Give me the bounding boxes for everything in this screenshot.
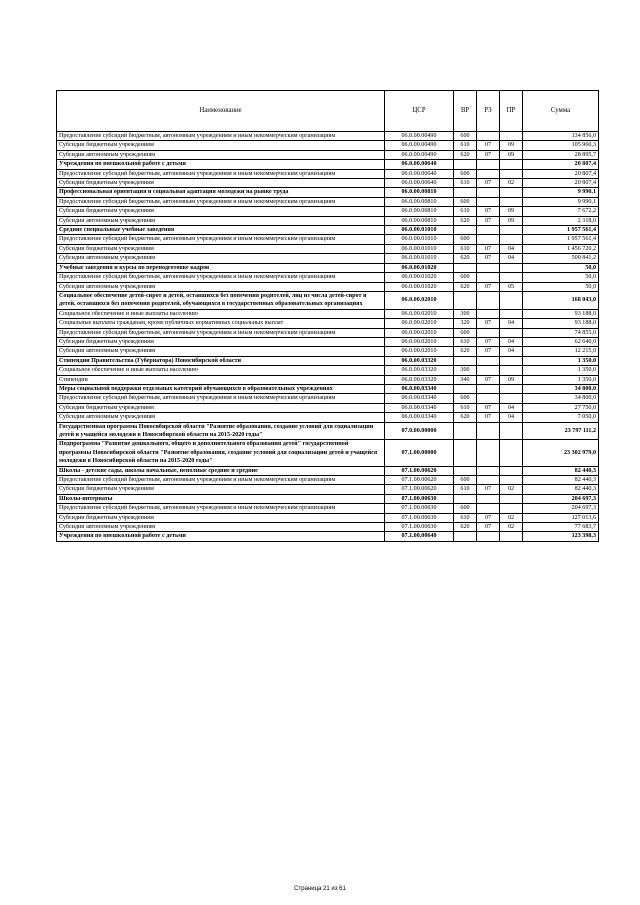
cell-vr [454,188,477,197]
cell-pr [500,394,523,403]
cell-csr: 06.0.00.01010 [385,244,454,253]
cell-pr: 05 [500,282,523,291]
table-row [57,150,599,159]
cell-csr: 06.0.00.02010 [385,347,454,356]
cell-vr [454,532,477,541]
cell-sum: 168 043,0 [523,291,599,309]
cell-pr [500,504,523,513]
cell-name: Субсидии бюджетным учреждениям [57,485,385,494]
cell-name: Предоставление субсидий бюджетным, автономным учреждениям и иным некоммерческим организациям [57,328,385,337]
cell-vr: 600 [454,132,477,141]
cell-pr: 04 [500,254,523,263]
cell-name: Предоставление субсидий бюджетным, автономным учреждениям и иным некоммерческим организациям [57,504,385,513]
cell-pr [500,169,523,178]
cell-pr [500,263,523,272]
cell-rz [477,309,500,318]
cell-sum: 20 807,4 [523,160,599,169]
cell-csr: 07.1.00.00620 [385,476,454,485]
cell-csr: 06.0.00.00810 [385,207,454,216]
cell-csr: 07.1.00.00620 [385,466,454,475]
cell-csr: 06.0.00.00810 [385,188,454,197]
cell-sum: 93 188,0 [523,309,599,318]
cell-rz: 07 [477,282,500,291]
cell-rz: 07 [477,207,500,216]
cell-rz [477,440,500,466]
cell-name: Стипендии Правительства (Губернатора) Новосибирской области [57,356,385,365]
cell-rz [477,169,500,178]
cell-vr [454,263,477,272]
cell-vr: 620 [454,254,477,263]
cell-sum: 1 957 561,4 [523,235,599,244]
table-row [57,254,599,263]
cell-name: Социальное обеспечение детей-сирот и детей, оставшихся без попечения родителей, лиц из числа детей-сирот и детей, оставшихся без попечения родителей, обучающихся в государственных образовательных организациях [57,291,385,309]
table-header [57,91,599,132]
cell-sum: 2 318,0 [523,216,599,225]
table-row [57,179,599,188]
cell-csr: 06.0.00.02010 [385,309,454,318]
table-row [57,141,599,150]
cell-name: Школы - детские сады, школы начальные, неполные средние и средние [57,466,385,475]
cell-vr [454,494,477,503]
cell-csr: 06.0.00.03320 [385,375,454,384]
cell-name: Субсидии бюджетным учреждениям [57,141,385,150]
cell-rz: 07 [477,141,500,150]
table-row [57,356,599,365]
cell-sum: 204 697,3 [523,494,599,503]
table-row [57,375,599,384]
cell-vr: 600 [454,235,477,244]
cell-name: Учебные заведения и курсы по переподготовке кадров [57,263,385,272]
cell-rz [477,532,500,541]
cell-name: Предоставление субсидий бюджетным, автономным учреждениям и иным некоммерческим организациям [57,394,385,403]
cell-csr: 06.0.00.00810 [385,216,454,225]
cell-sum: 1 957 561,4 [523,226,599,235]
table-row [57,394,599,403]
cell-vr: 620 [454,150,477,159]
cell-vr: 610 [454,403,477,412]
cell-rz [477,494,500,503]
cell-vr [454,160,477,169]
cell-vr: 620 [454,347,477,356]
table-row [57,169,599,178]
cell-vr: 610 [454,207,477,216]
cell-pr [500,356,523,365]
cell-sum: 82 440,3 [523,485,599,494]
table-row [57,132,599,141]
cell-vr [454,291,477,309]
cell-pr [500,273,523,282]
cell-vr: 610 [454,141,477,150]
cell-name: Предоставление субсидий бюджетным, автономным учреждениям и иным некоммерческим организациям [57,273,385,282]
table-row [57,273,599,282]
cell-pr: 09 [500,150,523,159]
cell-name: Предоставление субсидий бюджетным, автономным учреждениям и иным некоммерческим организациям [57,132,385,141]
cell-rz [477,476,500,485]
cell-vr [454,226,477,235]
cell-rz [477,504,500,513]
cell-sum: 23 302 979,0 [523,440,599,466]
cell-csr: 06.0.00.02010 [385,337,454,346]
cell-name: Социальное обеспечение и иные выплаты населению [57,366,385,375]
cell-pr: 04 [500,244,523,253]
cell-vr: 600 [454,394,477,403]
cell-sum: 62 640,0 [523,337,599,346]
cell-pr [500,309,523,318]
table-row [57,188,599,197]
cell-vr: 620 [454,282,477,291]
cell-pr [500,366,523,375]
table-row [57,523,599,532]
cell-sum: 34 800,0 [523,384,599,393]
cell-sum: 93 188,0 [523,319,599,328]
cell-csr: 07.1.00.00620 [385,485,454,494]
cell-csr: 06.0.00.03340 [385,403,454,412]
table-row [57,291,599,309]
header-name: Наименование [57,91,385,132]
cell-rz [477,273,500,282]
cell-csr: 07.1.00.00630 [385,513,454,522]
table-row [57,235,599,244]
cell-sum: 7 050,0 [523,413,599,422]
cell-rz [477,394,500,403]
cell-rz: 07 [477,347,500,356]
cell-name: Стипендии [57,375,385,384]
cell-sum: 1 456 720,2 [523,244,599,253]
page-number: Страница 21 из 61 [294,886,346,892]
table-row [57,244,599,253]
cell-sum: 105 960,3 [523,141,599,150]
cell-csr: 06.0.00.02010 [385,291,454,309]
cell-pr [500,476,523,485]
table-row [57,160,599,169]
table-row [57,466,599,475]
table-row [57,226,599,235]
cell-pr: 04 [500,347,523,356]
cell-sum: 34 800,0 [523,394,599,403]
cell-sum: 50,0 [523,263,599,272]
cell-vr: 600 [454,169,477,178]
table-row [57,328,599,337]
cell-vr: 600 [454,273,477,282]
cell-csr: 07.1.00.00630 [385,494,454,503]
cell-sum: 27 750,0 [523,403,599,412]
cell-rz: 07 [477,413,500,422]
cell-rz [477,226,500,235]
header-pr: ПР [500,91,523,132]
cell-vr: 300 [454,366,477,375]
table-row [57,207,599,216]
table-row [57,403,599,412]
cell-rz: 07 [477,337,500,346]
cell-name: Субсидии бюджетным учреждениям [57,337,385,346]
cell-vr [454,356,477,365]
cell-csr: 06.0.00.00810 [385,197,454,206]
cell-pr: 02 [500,179,523,188]
cell-sum: 50,0 [523,282,599,291]
cell-rz: 07 [477,254,500,263]
cell-pr [500,226,523,235]
cell-csr: 07.1.00.00630 [385,523,454,532]
cell-vr [454,440,477,466]
cell-pr [500,291,523,309]
cell-vr: 610 [454,485,477,494]
cell-vr: 300 [454,309,477,318]
cell-pr: 04 [500,319,523,328]
cell-name: Предоставление субсидий бюджетным, автономным учреждениям и иным некоммерческим организациям [57,476,385,485]
cell-vr: 600 [454,328,477,337]
cell-sum: 134 856,0 [523,132,599,141]
cell-csr: 06.0.00.00640 [385,179,454,188]
cell-rz [477,384,500,393]
cell-csr: 06.0.00.00490 [385,141,454,150]
cell-name: Субсидии бюджетным учреждениям [57,403,385,412]
cell-sum: 82 440,3 [523,466,599,475]
cell-pr [500,188,523,197]
cell-sum: 50,0 [523,273,599,282]
cell-rz [477,291,500,309]
cell-rz [477,132,500,141]
cell-rz [477,466,500,475]
cell-vr: 610 [454,513,477,522]
cell-csr: 07.0.00.00000 [385,422,454,440]
cell-pr [500,494,523,503]
table-row [57,384,599,393]
budget-table [56,90,599,542]
cell-pr [500,532,523,541]
cell-name: Субсидии бюджетным учреждениям [57,513,385,522]
table-row [57,504,599,513]
cell-sum: 204 697,3 [523,504,599,513]
cell-sum: 1 350,0 [523,366,599,375]
cell-vr: 600 [454,197,477,206]
cell-name: Социальное обеспечение и иные выплаты населению [57,309,385,318]
cell-name: Социальные выплаты гражданам, кроме публичных нормативных социальных выплат [57,319,385,328]
table-row [57,347,599,356]
cell-pr: 09 [500,207,523,216]
cell-csr: 06.0.00.01010 [385,235,454,244]
header-row [57,91,599,132]
cell-rz: 07 [477,523,500,532]
cell-sum: 74 855,0 [523,328,599,337]
cell-name: Предоставление субсидий бюджетным, автономным учреждениям и иным некоммерческим организациям [57,197,385,206]
cell-pr [500,440,523,466]
cell-pr: 02 [500,513,523,522]
table-row [57,440,599,466]
cell-rz: 07 [477,150,500,159]
cell-csr: 06.0.00.02010 [385,319,454,328]
cell-csr: 06.0.00.03320 [385,356,454,365]
cell-rz [477,188,500,197]
cell-rz [477,366,500,375]
cell-name: Субсидии автономным учреждениям [57,150,385,159]
cell-csr: 06.0.00.02010 [385,328,454,337]
table-row [57,413,599,422]
table-row [57,337,599,346]
cell-name: Предоставление субсидий бюджетным, автономным учреждениям и иным некоммерческим организациям [57,169,385,178]
cell-name: Подпрограмма "Развитие дошкольного, общего и дополнительного образования детей" государственной программы Новосибирской области "Развитие образования, создание условий для социализации детей и учащейся молодежи в Новосибирской области на 2015-2020 годы" [57,440,385,466]
cell-rz: 07 [477,179,500,188]
cell-rz: 07 [477,403,500,412]
cell-name: Средние специальные учебные заведения [57,226,385,235]
cell-name: Субсидии автономным учреждениям [57,216,385,225]
cell-rz [477,356,500,365]
cell-rz [477,160,500,169]
cell-vr: 620 [454,523,477,532]
cell-vr [454,422,477,440]
cell-sum: 127 013,6 [523,513,599,522]
cell-sum: 123 398,3 [523,532,599,541]
cell-vr: 600 [454,504,477,513]
table-body [57,132,599,542]
cell-csr: 06.0.00.01020 [385,263,454,272]
table-row [57,282,599,291]
cell-sum: 20 807,4 [523,169,599,178]
cell-vr [454,384,477,393]
table-row [57,319,599,328]
cell-pr: 09 [500,216,523,225]
table-row [57,476,599,485]
cell-pr [500,160,523,169]
cell-vr: 320 [454,319,477,328]
table-row [57,309,599,318]
cell-name: Государственная программа Новосибирской области "Развитие образования, создание условий для социализации детей и учащейся молодежи в Новосибирской области на 2015-2020 годы" [57,422,385,440]
cell-csr: 06.0.00.00490 [385,150,454,159]
cell-csr: 06.0.00.01020 [385,282,454,291]
cell-csr: 06.0.00.01010 [385,254,454,263]
cell-rz: 07 [477,513,500,522]
table-row [57,494,599,503]
cell-pr [500,235,523,244]
cell-vr: 610 [454,244,477,253]
cell-pr: 04 [500,403,523,412]
cell-rz: 07 [477,244,500,253]
cell-name: Предоставление субсидий бюджетным, автономным учреждениям и иным некоммерческим организациям [57,235,385,244]
cell-sum: 20 807,4 [523,179,599,188]
cell-name: Субсидии бюджетным учреждениям [57,207,385,216]
cell-name: Субсидии автономным учреждениям [57,282,385,291]
cell-name: Субсидии автономным учреждениям [57,254,385,263]
cell-vr [454,466,477,475]
cell-name: Субсидии автономным учреждениям [57,413,385,422]
cell-rz: 07 [477,216,500,225]
cell-sum: 1 350,0 [523,375,599,384]
cell-rz: 07 [477,319,500,328]
cell-sum: 500 841,2 [523,254,599,263]
cell-sum: 7 672,2 [523,207,599,216]
cell-vr: 600 [454,476,477,485]
cell-pr [500,384,523,393]
table-row [57,485,599,494]
cell-sum: 9 990,1 [523,197,599,206]
cell-pr [500,422,523,440]
cell-rz [477,263,500,272]
table-row [57,366,599,375]
cell-csr: 07.1.00.00640 [385,532,454,541]
cell-vr: 610 [454,337,477,346]
cell-name: Школы-интернаты [57,494,385,503]
cell-pr: 02 [500,485,523,494]
header-vr: ВР [454,91,477,132]
table-row [57,532,599,541]
cell-name: Меры социальной поддержки отдельных категорий обучающихся в образовательных учреждениях [57,384,385,393]
cell-csr: 06.0.00.00640 [385,169,454,178]
header-sum: Сумма [523,91,599,132]
cell-csr: 06.0.00.01020 [385,273,454,282]
table-row [57,422,599,440]
cell-sum: 12 215,0 [523,347,599,356]
cell-name: Профессиональная ориентация и социальная адаптация молодежи на рынке труда [57,188,385,197]
cell-pr [500,197,523,206]
cell-csr: 06.0.00.03320 [385,366,454,375]
cell-csr: 06.0.00.01010 [385,226,454,235]
cell-pr: 04 [500,413,523,422]
cell-name: Субсидии автономным учреждениям [57,523,385,532]
table-row [57,216,599,225]
cell-sum: 23 797 111,2 [523,422,599,440]
cell-name: Субсидии бюджетным учреждениям [57,244,385,253]
cell-vr: 620 [454,216,477,225]
cell-pr [500,328,523,337]
cell-sum: 82 440,3 [523,476,599,485]
cell-sum: 1 350,0 [523,356,599,365]
cell-rz [477,197,500,206]
cell-pr: 09 [500,375,523,384]
cell-name: Учреждения по внешкольной работе с детьми [57,532,385,541]
cell-vr: 340 [454,375,477,384]
cell-name: Субсидии бюджетным учреждениям [57,179,385,188]
cell-name: Учреждения по внешкольной работе с детьми [57,160,385,169]
cell-sum: 9 990,1 [523,188,599,197]
cell-rz: 07 [477,485,500,494]
cell-name: Субсидии автономным учреждениям [57,347,385,356]
table-row [57,513,599,522]
cell-pr [500,132,523,141]
cell-csr: 06.0.00.03340 [385,384,454,393]
cell-pr: 04 [500,337,523,346]
cell-pr [500,466,523,475]
cell-pr: 09 [500,141,523,150]
cell-rz [477,235,500,244]
cell-csr: 06.0.00.00640 [385,160,454,169]
cell-csr: 06.0.00.00490 [385,132,454,141]
cell-rz: 07 [477,375,500,384]
cell-vr: 610 [454,179,477,188]
table-row [57,197,599,206]
cell-rz [477,328,500,337]
cell-rz [477,422,500,440]
header-csr: ЦСР [385,91,454,132]
table-row [57,263,599,272]
budget-document [56,90,598,542]
cell-sum: 28 895,7 [523,150,599,159]
cell-sum: 77 683,7 [523,523,599,532]
cell-pr: 02 [500,523,523,532]
cell-vr: 620 [454,413,477,422]
cell-csr: 07.1.00.00000 [385,440,454,466]
cell-csr: 06.0.00.03340 [385,413,454,422]
cell-csr: 07.1.00.00630 [385,504,454,513]
cell-csr: 06.0.00.03340 [385,394,454,403]
header-rz: РЗ [477,91,500,132]
